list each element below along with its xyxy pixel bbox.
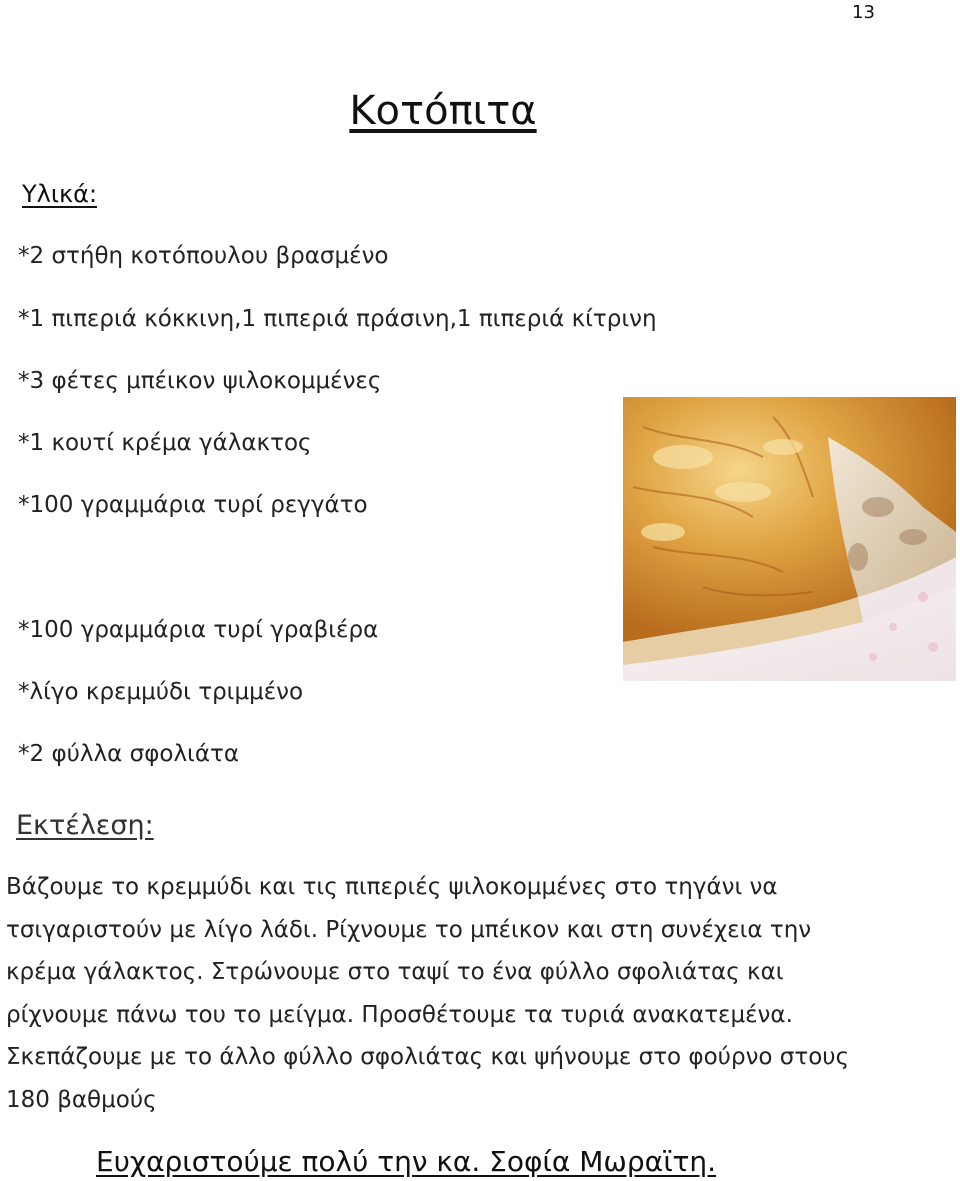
- chicken-pie-photo: [623, 397, 956, 681]
- ingredient-item: *100 γραμμάρια τυρί ρεγγάτο: [18, 492, 368, 518]
- page-title: Κοτόπιτα: [349, 88, 537, 134]
- method-heading: Εκτέλεση:: [16, 810, 154, 841]
- ingredient-item: *3 φέτες μπέικον ψιλοκομμένες: [18, 368, 382, 394]
- method-text: Βάζουμε το κρεμμύδι και τις πιπεριές ψιλοκομμένες στο τηγάνι να τσιγαριστούν με λίγο λάδι. Ρίχνουμε το μπέικον και στη συνέχεια την κρέμα γάλακτος. Στρώνουμε στο ταψί το ένα φύλλο σφολιάτας και ρίχνουμε πάνω του το μείγμα. Προσθέτουμε τα τυριά ανακατεμένα. Σκεπάζουμε με το άλλο φύλλο σφολιάτας και ψήνουμε στο φούρνο στους 180 βαθμούς: [6, 874, 850, 1113]
- ingredients-heading: Υλικά:: [22, 180, 98, 208]
- thanks-note: Ευχαριστούμε πολύ την κα. Σοφία Μωραϊτη.: [96, 1145, 717, 1178]
- page-number: 13: [852, 2, 875, 23]
- ingredient-item: *λίγο κρεμμύδι τριμμένο: [18, 679, 304, 705]
- ingredient-item: *1 κουτί κρέμα γάλακτος: [18, 430, 312, 456]
- ingredient-item: *1 πιπεριά κόκκινη,1 πιπεριά πράσινη,1 πιπεριά κίτρινη: [18, 306, 657, 332]
- ingredient-item: *100 γραμμάρια τυρί γραβιέρα: [18, 617, 379, 643]
- ingredient-item: *2 φύλλα σφολιάτα: [18, 741, 240, 767]
- ingredient-item: *2 στήθη κοτόπουλου βρασμένο: [18, 243, 389, 269]
